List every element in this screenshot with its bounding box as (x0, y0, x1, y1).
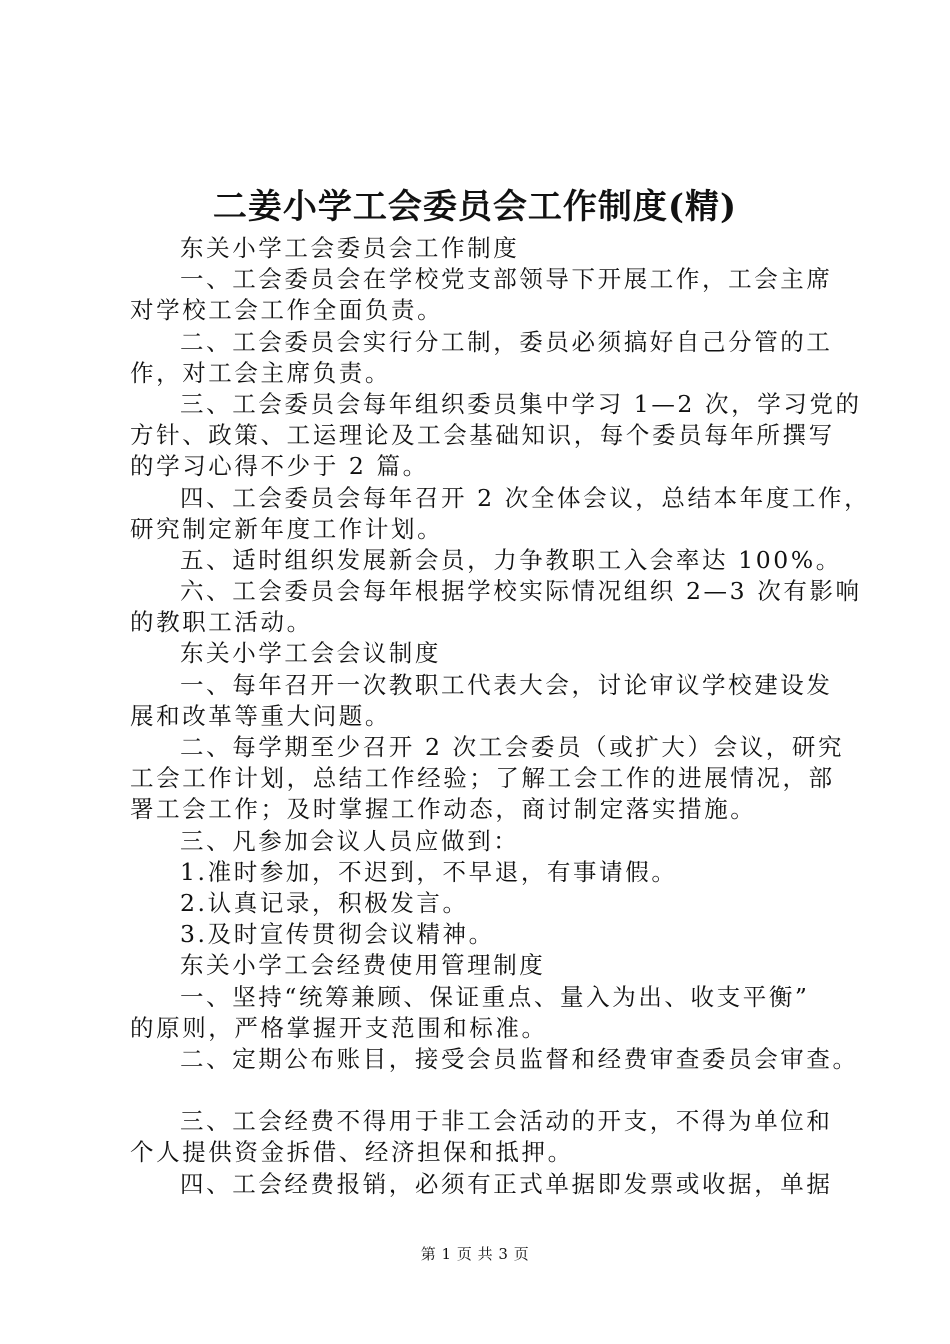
body-line: 对学校工会工作全面负责。 (130, 296, 444, 325)
body-line: 二、每学期至少召开 2 次工会委员（或扩大）会议，研究 (180, 733, 845, 761)
page-footer: 第 1 页 共 3 页 (420, 1245, 530, 1263)
body-line: 三、工会经费不得用于非工会活动的开支，不得为单位和 (180, 1107, 833, 1136)
body-line: 东关小学工会会议制度 (180, 639, 441, 668)
body-line: 六、工会委员会每年根据学校实际情况组织 2—3 次有影响 (180, 577, 862, 606)
body-line: 展和改革等重大问题。 (130, 701, 391, 730)
body-line: 2.认真记录，积极发言。 (180, 888, 469, 917)
body-line: 三、凡参加会议人员应做到： (180, 826, 520, 855)
body-line: 的原则，严格掌握开支范围和标准。 (130, 1013, 548, 1042)
document-body (130, 233, 871, 1200)
body-line: 一、坚持“统筹兼顾、保证重点、量入为出、收支平衡” (180, 982, 810, 1011)
body-line: 四、工会委员会每年召开 2 次全体会议，总结本年度工作， (180, 483, 871, 512)
body-line: 二、工会委员会实行分工制，委员必须搞好自己分管的工 (180, 327, 833, 356)
body-line: 个人提供资金拆借、经济担保和抵押。 (130, 1138, 574, 1167)
body-line: 3.及时宣传贯彻会议精神。 (180, 920, 495, 949)
body-line: 1.准时参加，不迟到，不早退，有事请假。 (180, 857, 678, 886)
body-line: 方针、政策、工运理论及工会基础知识，每个委员每年所撰写 (130, 421, 835, 450)
body-line: 作，对工会主席负责。 (130, 358, 391, 387)
document-title: 二姜小学工会委员会工作制度(精) (212, 187, 738, 227)
body-line: 一、工会委员会在学校党支部领导下开展工作，工会主席 (180, 265, 833, 294)
body-line: 东关小学工会委员会工作制度 (180, 234, 520, 262)
body-line: 的教职工活动。 (130, 608, 313, 637)
body-line: 四、工会经费报销，必须有正式单据即发票或收据，单据 (180, 1169, 833, 1198)
body-line: 工会工作计划，总结工作经验；了解工会工作的进展情况，部 (130, 764, 835, 793)
body-line: 三、工会委员会每年组织委员集中学习 1—2 次，学习党的 (180, 389, 862, 418)
body-line: 署工会工作；及时掌握工作动态，商讨制定落实措施。 (130, 795, 757, 824)
body-line: 一、每年召开一次教职工代表大会，讨论审议学校建设发 (180, 670, 833, 699)
body-line: 研究制定新年度工作计划。 (130, 514, 444, 543)
body-line: 五、适时组织发展新会员，力争教职工入会率达 100%。 (180, 545, 842, 574)
body-line: 二、定期公布账目，接受会员监督和经费审查委员会审查。 (180, 1044, 859, 1073)
body-line: 的学习心得不少于 2 篇。 (130, 452, 429, 481)
body-line: 东关小学工会经费使用管理制度 (180, 951, 546, 980)
blank-line (130, 1075, 842, 1106)
